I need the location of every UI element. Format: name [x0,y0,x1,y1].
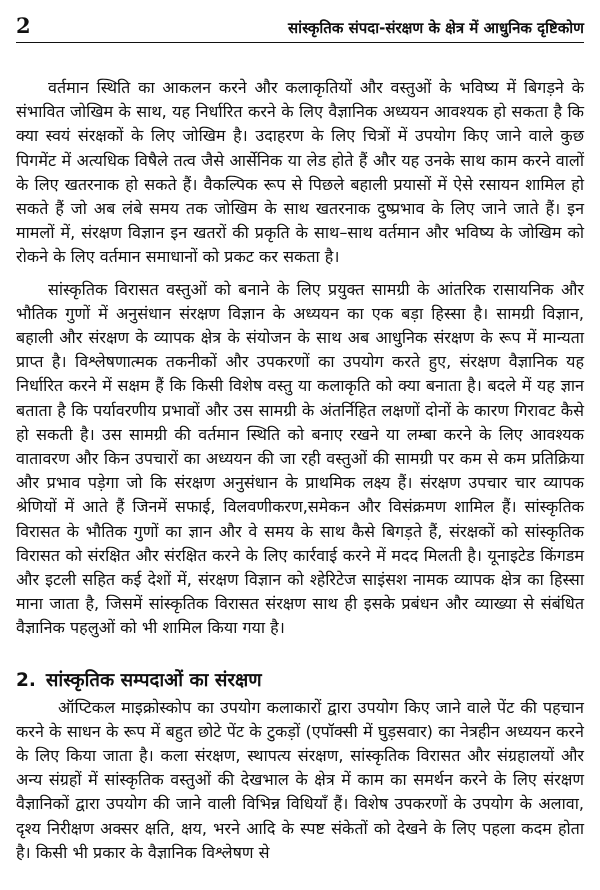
paragraph-2: सांस्कृतिक विरासत वस्तुओं को बनाने के लिए प्रयुक्त सामग्री के आंतरिक रासायनिक और भौतिक गुणों में अनुसंधान संरक्षण विज्ञान के अध्ययन का एक बड़ा हिस्सा है। सामग्री विज्ञान, बहाली और संरक्षण के व्यापक क्षेत्र के संयोजन के साथ अब आधुनिक संरक्षण के रूप में मान्यता प्राप्त है। विश्लेषणात्मक तकनीकों और उपकरणों का उपयोग करते हुए, संरक्षण वैज्ञानिक यह निर्धारित करने में सक्षम हैं कि किसी विशेष वस्तु या कलाकृति को क्या बनाता है। बदले में यह ज्ञान बताता है कि पर्यावरणीय प्रभावों और उस सामग्री के अंतर्निहित लक्षणों दोनों के कारण गिरावट कैसे हो सकती है। उस सामग्री की वर्तमान स्थिति को बनाए रखने या लम्बा करने के लिए आवश्यक वातावरण और किन उपचारों का अध्ययन की जा रही वस्तुओं की सामग्री पर कम से कम प्रतिक्रिया और प्रभाव पड़ेगा जो कि संरक्षण अनुसंधान के प्राथमिक लक्ष्य हैं। संरक्षण उपचार चार व्यापक श्रेणियों में आते हैं जिनमें सफाई, विलवणीकरण,समेकन और विसंक्रमण शामिल हैं। सांस्कृतिक विरासत के भौतिक गुणों का ज्ञान और वे समय के साथ कैसे बिगड़ते हैं, संरक्षकों को सांस्कृतिक विरासत को संरक्षित और संरक्षित करने के लिए कार्रवाई करने में मदद मिलती है। यूनाइटेड किंगडम और इटली सहित कई देशों में, संरक्षण विज्ञान को श्हेरिटेज साइंसश नामक व्यापक क्षेत्र का हिस्सा माना जाता है, जिसमें सांस्कृतिक विरासत संरक्षण साथ ही इसके प्रबंधन और व्याख्या से संबंधित वैज्ञानिक पहलुओं को भी शामिल किया गया है। [16,279,584,638]
page-header [16,14,584,43]
running-title: सांस्कृतिक संपदा-संरक्षण के क्षेत्र में आधुनिक दृष्टिकोण [288,19,584,37]
section-number: 2. [16,669,36,691]
section-heading [16,669,584,693]
page-number: 2 [16,13,31,38]
section-title: सांस्कृतिक सम्पदाओं का संरक्षण [45,669,262,691]
section-paragraph: ऑप्टिकल माइक्रोस्कोप का उपयोग कलाकारों द्वारा उपयोग किए जाने वाले पेंट की पहचान करने के साधन के रूप में बहुत छोटे पेंट के टुकड़ों (एपॉक्सी में घुड़सवार) का नेत्रहीन अध्ययन करने के लिए किया जाता है। कला संरक्षण, स्थापत्य संरक्षण, सांस्कृतिक विरासत और संग्रहालयों और अन्य संग्रहों में सांस्कृतिक वस्तुओं की देखभाल के क्षेत्र में काम का समर्थन करने के लिए संरक्षण वैज्ञानिकों द्वारा उपयोग की जाने वाली विभिन्न विधियाँ हैं। विशेष उपकरणों के उपयोग के अलावा, दृश्य निरीक्षण अक्सर क्षति, क्षय, भरने आदि के स्पष्ट संकेतों को देखने के लिए पहला कदम होता है। किसी भी प्रकार के वैज्ञानिक विश्लेषण से [16,697,584,862]
paragraph-1: वर्तमान स्थिति का आकलन करने और कलाकृतियों और वस्तुओं के भविष्य में बिगड़ने के संभावित जोखिम के साथ, यह निर्धारित करने के लिए वैज्ञानिक अध्ययन आवश्यक हो सकता है कि क्या स्वयं संरक्षकों के लिए जोखिम है। उदाहरण के लिए चित्रों में उपयोग किए जाने वाले कुछ पिगमेंट में अत्यधिक विषैले तत्व जैसे आर्सेनिक या लेड होते हैं और यह उनके साथ काम करने वालों के लिए खतरनाक हो सकते हैं। वैकल्पिक रूप से पिछले बहाली प्रयासों में ऐसे रसायन शामिल हो सकते हैं जो अब लंबे समय तक जोखिम के साथ खतरनाक दुष्प्रभाव के लिए जाने जाते हैं। इन मामलों में, संरक्षण विज्ञान इन खतरों की प्रकृति के साथ–साथ वर्तमान और भविष्य के जोखिम को रोकने के लिए वर्तमान समाधानों को प्रकट कर सकता है। [16,78,584,267]
